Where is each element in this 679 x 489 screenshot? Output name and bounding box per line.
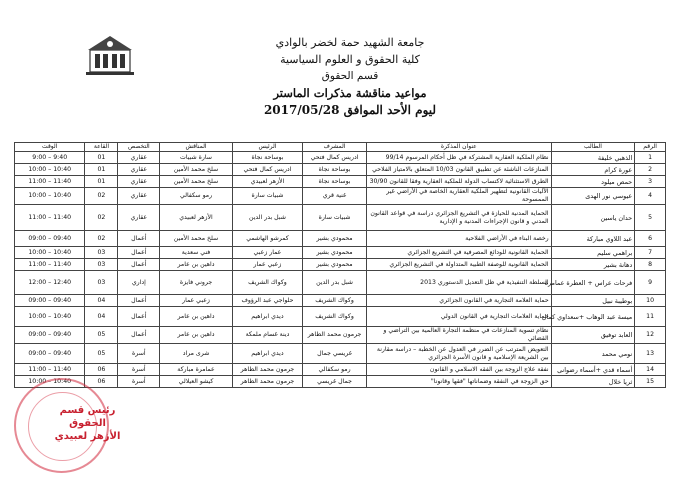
student-name: ميسة عبد الوهاب +سعداوي كمال [551, 307, 635, 327]
time-slot: 11:40 – 11:00 [15, 364, 85, 376]
row-number: 1 [635, 152, 666, 164]
supervisor-name: ادريس كمال فتحي [303, 152, 367, 164]
col-examiner-header: المناقش [160, 143, 233, 152]
thesis-title: السلطة التنفيذية في ظل التعديل الدستوري 2013 [366, 271, 551, 295]
president-name: كمرشو الهاشمي [232, 231, 302, 247]
examiner-name: كيشو العيلالي [160, 376, 233, 388]
examiner-name: الأزهر لعبيدي [160, 205, 233, 231]
col-specialty-header: التخصص [118, 143, 160, 152]
examiner-name: رمو سكفالي [160, 188, 233, 205]
time-slot: 11:40 – 11:00 [15, 205, 85, 231]
defense-schedule-table [14, 142, 666, 388]
department-name: قسم الحقوق [321, 70, 379, 82]
col-room-header: القاعة [85, 143, 118, 152]
thesis-title: المنازعات الناشئة عن تطبيق القانون 10/03 المتعلق بالامتياز الفلاحي [366, 164, 551, 176]
specialty: عقاري [118, 176, 160, 188]
examiner-name: جروني فايزة [160, 271, 233, 295]
president-name: حلواجي عبد الرؤوف [232, 295, 302, 307]
specialty: أعمال [118, 247, 160, 259]
student-name: نومي محمد [551, 344, 635, 364]
specialty: أعمال [118, 295, 160, 307]
supervisor-name: محمودي بشير [303, 247, 367, 259]
table-row [15, 271, 666, 295]
specialty: أسرة [118, 376, 160, 388]
time-slot: 9:40 – 9:00 [15, 152, 85, 164]
document-title: مواعيد مناقشة مذكرات الماستر [273, 86, 427, 100]
president-name: عمار زعبي [232, 247, 302, 259]
room-number: 04 [85, 295, 118, 307]
thesis-title: الحماية المدنية للحيازة في التشريع الجزائري دراسة في قواعد القانون المدني و قانون الإجراءات المدنية و الإدارية [366, 205, 551, 231]
col-supervisor-header: المشرف [303, 143, 367, 152]
student-name: دهانة بشير [551, 259, 635, 271]
president-name: زعبي عمار [232, 259, 302, 271]
time-slot: 09:40 – 09:00 [15, 344, 85, 364]
student-name: عيوسي نور الهدى [551, 188, 635, 205]
table-row [15, 259, 666, 271]
room-number: 03 [85, 247, 118, 259]
president-name: جرمون محمد الطاهر [232, 364, 302, 376]
room-number: 02 [85, 205, 118, 231]
table-row [15, 176, 666, 188]
president-name: شبيات سارة [232, 188, 302, 205]
col-president-header: الرئيس [232, 143, 302, 152]
president-name: ادريس كمال فتحي [232, 164, 302, 176]
col-number-header: الرقم [635, 143, 666, 152]
row-number: 4 [635, 188, 666, 205]
supervisor-name: رمو سكفالي [303, 364, 367, 376]
examiner-name: داهين بن عامر [160, 259, 233, 271]
supervisor-name: شبل بدر الدين [303, 271, 367, 295]
president-name: ديدي ابراهيم [232, 344, 302, 364]
table-row [15, 205, 666, 231]
table-row [15, 231, 666, 247]
supervisor-name: وكواك الشريف [303, 295, 367, 307]
document-header [230, 34, 470, 119]
room-number: 02 [85, 231, 118, 247]
specialty: عقاري [118, 205, 160, 231]
thesis-title: الطرق الاستثنائية لاكتساب الدولة للملكية العقارية وفقا للقانون 30/90 [366, 176, 551, 188]
thesis-title: رخصة البناء في الأراضي الفلاحية [366, 231, 551, 247]
room-number: 03 [85, 271, 118, 295]
examiner-name: زعبي عمار [160, 295, 233, 307]
examiner-name: فني سعدية [160, 247, 233, 259]
supervisor-name: غنية قري [303, 188, 367, 205]
specialty: عقاري [118, 164, 160, 176]
thesis-title: حماية العلامة التجارية في القانون الجزائري [366, 295, 551, 307]
president-name: دينة غسام ملمكة [232, 327, 302, 344]
student-name: عبد اللاوي مباركة [551, 231, 635, 247]
examiner-name: سارة شبيات [160, 152, 233, 164]
specialty: أعمال [118, 307, 160, 327]
student-name: الذهبي خليفة [551, 152, 635, 164]
room-number: 01 [85, 152, 118, 164]
table-row [15, 327, 666, 344]
row-number: 11 [635, 307, 666, 327]
time-slot: 09:40 – 09:00 [15, 327, 85, 344]
row-number: 9 [635, 271, 666, 295]
time-slot: 10:40 – 10:00 [15, 376, 85, 388]
student-name: أسماء قدي +أسماء رضوانى [551, 364, 635, 376]
room-number: 04 [85, 307, 118, 327]
president-name: جرمون محمد الطاهر [232, 376, 302, 388]
row-number: 8 [635, 259, 666, 271]
examiner-name: سلخ محمد الأمين [160, 176, 233, 188]
examiner-name: عمامرة مباركة [160, 364, 233, 376]
row-number: 2 [635, 164, 666, 176]
specialty: أعمال [118, 259, 160, 271]
faculty-name: كلية الحقوق و العلوم السياسية [280, 53, 420, 66]
table-row [15, 307, 666, 327]
time-slot: 10:40 – 10:00 [15, 164, 85, 176]
thesis-title: الحماية القانونية للودائع المصرفية في التشريع الجزائري [366, 247, 551, 259]
row-number: 14 [635, 364, 666, 376]
specialty: أسرة [118, 344, 160, 364]
university-logo [84, 30, 136, 78]
col-student-header: الطالب [551, 143, 635, 152]
row-number: 13 [635, 344, 666, 364]
row-number: 10 [635, 295, 666, 307]
room-number: 06 [85, 364, 118, 376]
document-date: ليوم الأحد الموافق 2017/05/28 [263, 103, 437, 117]
supervisor-name: جمال غريسي [303, 376, 367, 388]
time-slot: 11:40 – 11:00 [15, 176, 85, 188]
col-thesis-title-header: عنوان المذكرة [366, 143, 551, 152]
time-slot: 10:40 – 10:00 [15, 188, 85, 205]
specialty: إداري [118, 271, 160, 295]
student-name: عورة كرام [551, 164, 635, 176]
row-number: 12 [635, 327, 666, 344]
thesis-title: نظام تسوية المنازعات في منظمة التجارة العالمية بين التراضي و القضائي [366, 327, 551, 344]
thesis-title: حق الزوجة في النفقة وضماناتها "فقها وقانونا" [366, 376, 551, 388]
time-slot: 10:40 – 10:00 [15, 247, 85, 259]
president-name: بوساحة نجاة [232, 152, 302, 164]
examiner-name: داهين بن عامر [160, 307, 233, 327]
table-row [15, 164, 666, 176]
president-name: وكواك الشريف [232, 271, 302, 295]
supervisor-name: غريسي جمال [303, 344, 367, 364]
supervisor-name: محمودي بشير [303, 259, 367, 271]
col-time-header: الوقت [15, 143, 85, 152]
student-name: فرحات عراس + العطرة عمامرة [551, 271, 635, 295]
examiner-name: داهين بن عامر [160, 327, 233, 344]
table-row [15, 344, 666, 364]
student-name: العابد توفيق [551, 327, 635, 344]
examiner-name: شرى مراد [160, 344, 233, 364]
student-name: حدان ياسين [551, 205, 635, 231]
university-name: جامعة الشهيد حمة لخضر بالوادي [275, 36, 425, 49]
row-number: 6 [635, 231, 666, 247]
supervisor-name: محمودي بشير [303, 231, 367, 247]
examiner-name: سلخ محمد الأمين [160, 164, 233, 176]
time-slot: 09:40 – 09:00 [15, 295, 85, 307]
thesis-title: نفقة علاج الزوجة بين الفقه الاسلامي و القانون [366, 364, 551, 376]
supervisor-name: بوساحة نجاة [303, 176, 367, 188]
time-slot: 09:40 – 09:00 [15, 231, 85, 247]
supervisor-name: بوساحة نجاة [303, 164, 367, 176]
table-row [15, 295, 666, 307]
student-name: بوطيبة نبيل [551, 295, 635, 307]
room-number: 05 [85, 327, 118, 344]
row-number: 7 [635, 247, 666, 259]
room-number: 03 [85, 259, 118, 271]
thesis-title: الآليات القانونية لتطهير الملكية العقارية الخاصة في الأراضي غير الممسوحة [366, 188, 551, 205]
president-name: الأزهر لعبيدي [232, 176, 302, 188]
examiner-name: سلخ محمد الأمين [160, 231, 233, 247]
room-number: 05 [85, 344, 118, 364]
thesis-title: التعويض المترتب عن الضرر في العدول عن الخطبة – دراسة مقارنة بين الشريعة الإسلامية و قانون الأسرة الجزائري [366, 344, 551, 364]
room-number: 01 [85, 164, 118, 176]
thesis-title: الحماية القانونية للوصفة الطبية المتداولة في التشريع الجزائري [366, 259, 551, 271]
student-name: حمص ميلود [551, 176, 635, 188]
president-name: ديدي ابراهيم [232, 307, 302, 327]
row-number: 3 [635, 176, 666, 188]
head-signature: رئيس قسم الحقوق الأزهر لعبيدي [54, 405, 121, 442]
specialty: عقاري [118, 152, 160, 164]
row-number: 15 [635, 376, 666, 388]
room-number: 01 [85, 176, 118, 188]
row-number: 5 [635, 205, 666, 231]
table-row [15, 247, 666, 259]
time-slot: 11:40 – 11:00 [15, 259, 85, 271]
table-row [15, 152, 666, 164]
time-slot: 10:40 – 10:00 [15, 307, 85, 327]
room-number: 02 [85, 188, 118, 205]
room-number: 06 [85, 376, 118, 388]
student-name: براهمي سليم [551, 247, 635, 259]
table-row [15, 188, 666, 205]
specialty: عقاري [118, 188, 160, 205]
supervisor-name: وكواك الشريف [303, 307, 367, 327]
thesis-title: نظام الملكية العقارية المشتركة في ظل أحكام المرسوم 99/14 [366, 152, 551, 164]
table-header-row [15, 143, 666, 152]
supervisor-name: شبيات سارة [303, 205, 367, 231]
president-name: شبل بدر الدين [232, 205, 302, 231]
specialty: أسرة [118, 364, 160, 376]
time-slot: 12:40 – 12:00 [15, 271, 85, 295]
thesis-title: حماية العلامات التجارية في القانون الدولي [366, 307, 551, 327]
table-row [15, 364, 666, 376]
specialty: أعمال [118, 327, 160, 344]
table-row [15, 376, 666, 388]
specialty: أعمال [118, 231, 160, 247]
student-name: ثريا خلال [551, 376, 635, 388]
supervisor-name: جرمون محمد الطاهر [303, 327, 367, 344]
